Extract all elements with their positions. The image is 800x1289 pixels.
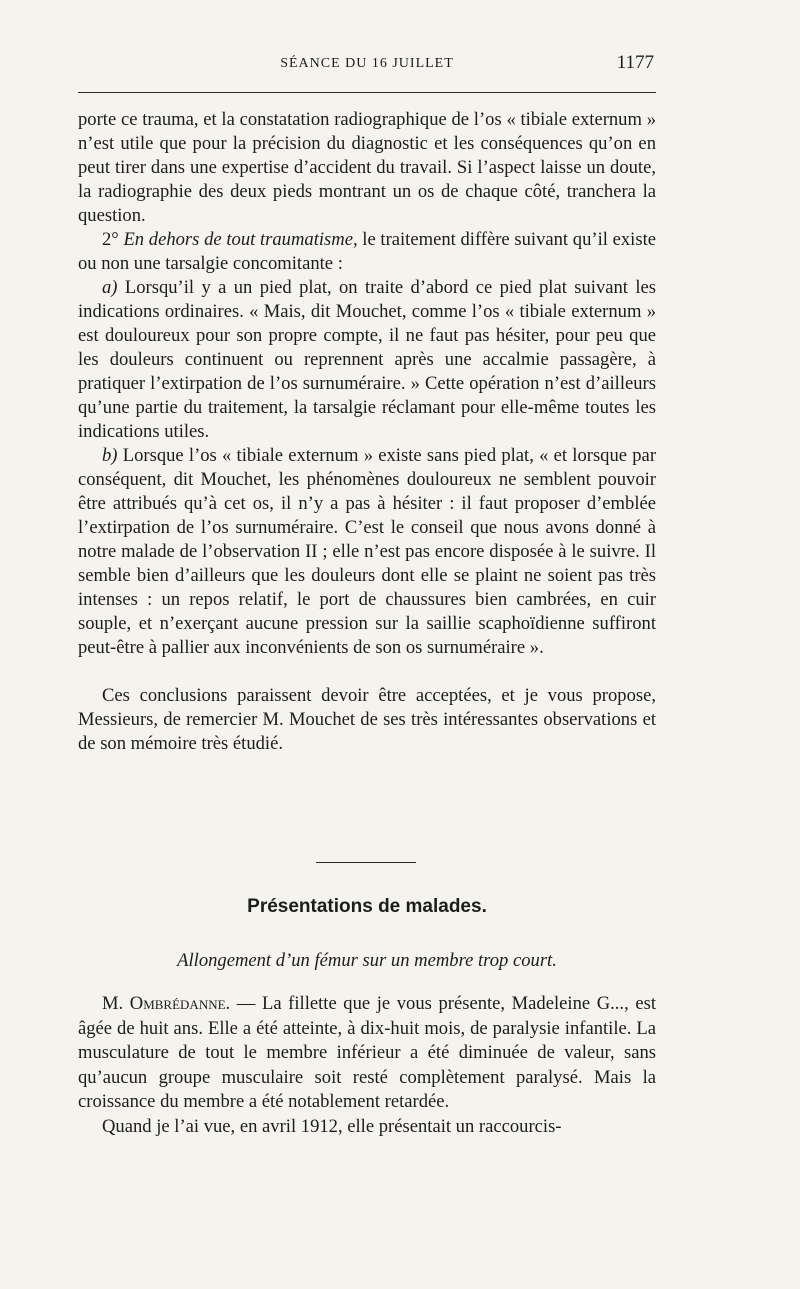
page-number: 1177 (616, 52, 654, 73)
speaker-name: M. Ombrédanne. (102, 993, 231, 1014)
paragraph-point-a (78, 276, 656, 444)
paragraph-conclusion: Ces conclusions paraissent devoir être acceptées, et je vous propose, Messieurs, de remercier M. Mouchet de ses très intéressantes observations et de son mémoire très étudié. (78, 685, 656, 754)
section-subheading: Allongement d’un fémur sur un membre trop court. (177, 950, 557, 971)
paragraph-text: — La fillette que je vous présente, Madeleine G..., est âgée de huit ans. Elle a été atteinte, à dix-huit mois, de paralysie infantile. La musculature de tout le membre inférieur a été diminuée de valeur, sans qu’aucun groupe musculaire soit resté complètement paralysé. Mais la croissance du membre a été notablement retardée. (78, 993, 656, 1112)
header-rule (78, 92, 656, 93)
italic-phrase: En dehors de tout traumatisme, (123, 229, 358, 250)
page-header (78, 52, 656, 78)
point-letter: b) (102, 445, 123, 466)
paragraph-point-b (78, 444, 656, 660)
paragraph-continuation: porte ce trauma, et la constatation radiographique de l’os « tibiale externum » n’est utile que pour la précision du diagnostic et les conséquences qu’on en peut tirer dans une expertise d’accident du travail. Si l’aspect laisse un doute, la radiographie des deux pieds montrant un os de chaque côté, tranchera la question. (78, 109, 656, 226)
paragraph-followup: Quand je l’ai vue, en avril 1912, elle présentait un raccourcis- (102, 1115, 562, 1137)
running-head: SÉANCE DU 16 JUILLET (280, 56, 454, 71)
section-body (78, 992, 656, 1139)
paragraph-text: Lorsqu’il y a un pied plat, on traite d’abord ce pied plat suivant les indications ordinaires. « Mais, dit Mouchet, comme l’os « tibiale externum » est douloureux pour son propre compte, il ne faut pas hésiter, pour peu que les douleurs continuent ou reprennent après une accalmie passagère, à pratiquer l’extirpation de l’os surnuméraire. » Cette opération n’est d’ailleurs qu’une partie du traitement, la tarsalgie réclamant pour elle-même toutes les indications utiles. (78, 277, 656, 442)
paragraph-point-2 (78, 228, 656, 276)
point-letter: a) (102, 277, 125, 298)
point-number: 2° (102, 229, 124, 250)
section-heading: Présentations de malades. (247, 896, 487, 917)
section-divider (316, 862, 416, 863)
body-text (78, 108, 656, 756)
paragraph-text: le traitement diffère suivant qu’il existe ou non une tarsalgie concomitante : (78, 229, 656, 274)
paragraph-presentation (78, 992, 656, 1115)
paragraph-text: Lorsque l’os « tibiale externum » existe sans pied plat, « et lorsque par conséquent, dit Mouchet, les phénomènes douloureux ne semblent pouvoir être attribués qu’à cet os, il n’y a pas à hésiter : il faut proposer d’emblée l’extirpation de l’os surnuméraire. C’est le conseil que nous avons donné à notre malade de l’observation II ; elle n’est pas encore disposée à le suivre. Il semble bien d’ailleurs que les douleurs dont elle se plaint ne soient pas très intenses : un repos relatif, le port de chaussures bien cambrées, en cuir souple, et n’exerçant aucune pression sur la saillie scaphoïdienne suffiront peut-être à pallier aux inconvénients de son os surnuméraire ». (78, 445, 657, 658)
